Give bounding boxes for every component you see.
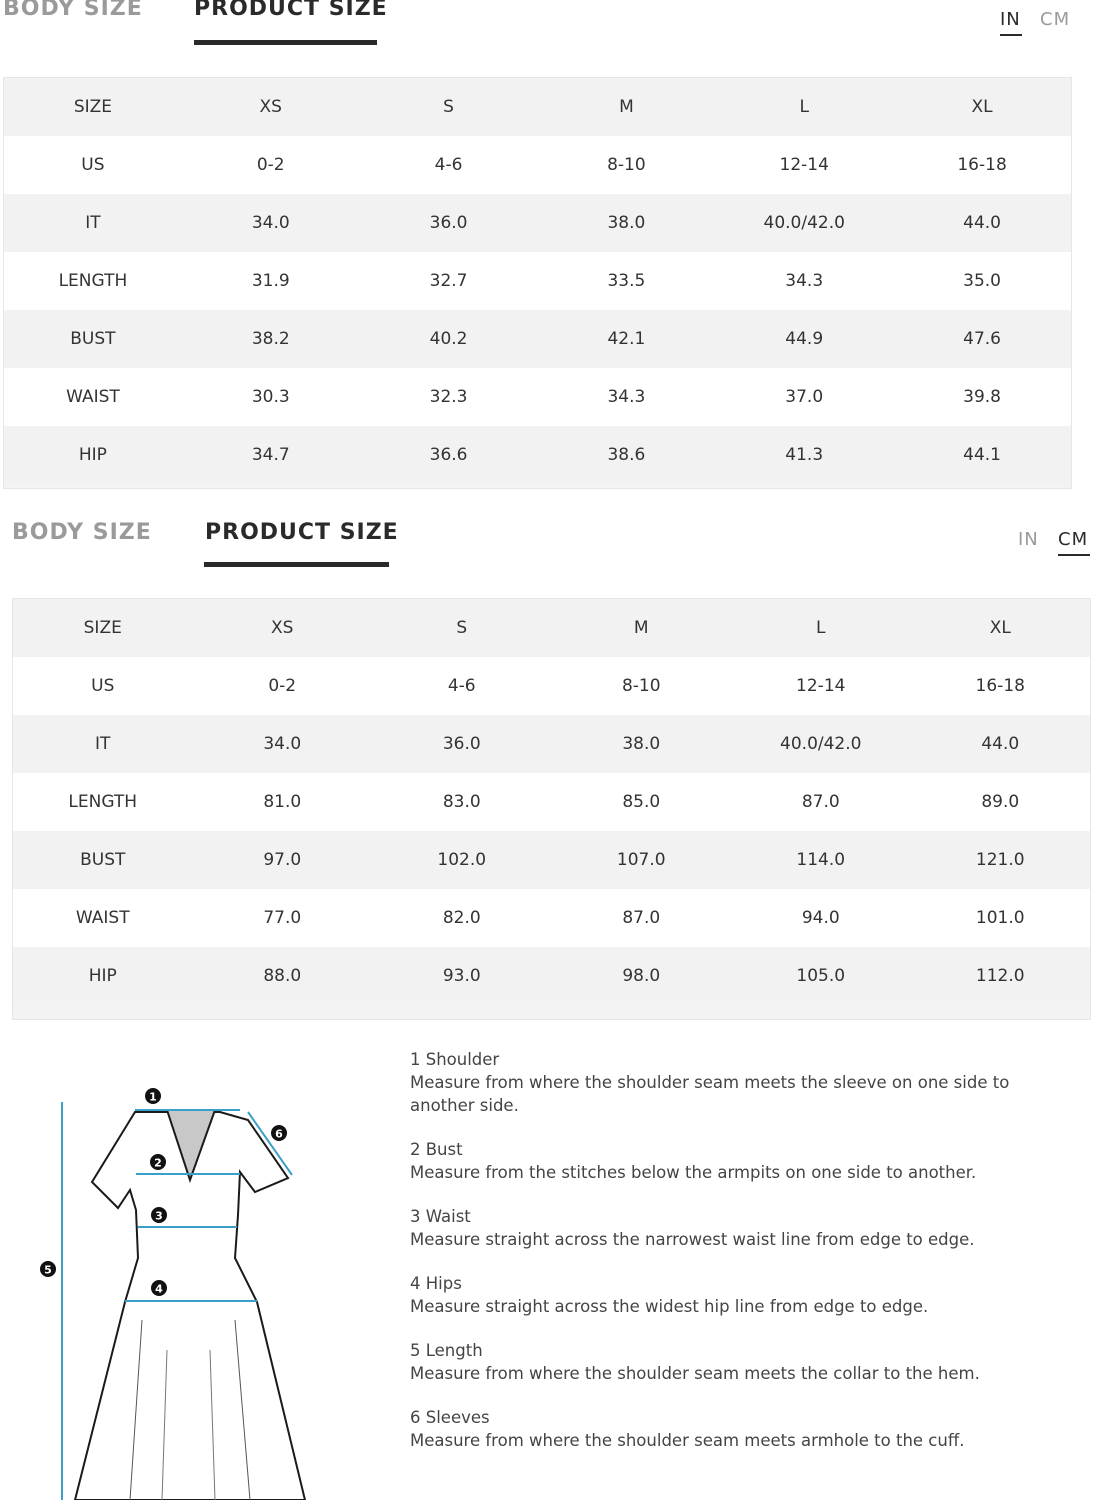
table-cell: 34.3 bbox=[537, 368, 715, 426]
marker-bust bbox=[150, 1154, 166, 1170]
table-cell: 8-10 bbox=[552, 657, 732, 715]
table-cell: 82.0 bbox=[372, 889, 552, 947]
table-cell: 16-18 bbox=[911, 657, 1091, 715]
unit-cm-toggle[interactable]: CM bbox=[1058, 529, 1089, 550]
guide-desc: Measure straight across the widest hip line from edge to edge. bbox=[410, 1297, 929, 1316]
table-cell: 8-10 bbox=[537, 136, 715, 194]
table-cell: 114.0 bbox=[731, 831, 911, 889]
table-cell: 0-2 bbox=[182, 136, 360, 194]
table-cell: IT bbox=[4, 194, 182, 252]
marker-sleeves bbox=[271, 1125, 287, 1141]
marker-length bbox=[40, 1261, 56, 1277]
table-row bbox=[13, 773, 1090, 831]
guide-item-bust bbox=[410, 1138, 1070, 1184]
table-cell: 81.0 bbox=[193, 773, 373, 831]
col-header: XL bbox=[911, 599, 1091, 657]
table-cell: 35.0 bbox=[893, 252, 1071, 310]
table-cell: 32.7 bbox=[360, 252, 538, 310]
size-tabs bbox=[0, 0, 1093, 60]
table-cell: 34.0 bbox=[182, 194, 360, 252]
tab-product-size[interactable]: PRODUCT SIZE bbox=[194, 0, 388, 21]
table-cell: WAIST bbox=[13, 889, 193, 947]
svg-text:1: 1 bbox=[149, 1090, 157, 1104]
unit-active-underline bbox=[1000, 34, 1022, 36]
table-cell: BUST bbox=[13, 831, 193, 889]
table-cell: 38.0 bbox=[537, 194, 715, 252]
guide-title: 3 Waist bbox=[410, 1207, 471, 1226]
measurement-guide bbox=[410, 1048, 1070, 1473]
table-row bbox=[4, 310, 1071, 368]
table-cell: 12-14 bbox=[731, 657, 911, 715]
table-row bbox=[13, 657, 1090, 715]
table-cell: 34.0 bbox=[193, 715, 373, 773]
guide-item-waist bbox=[410, 1205, 1070, 1251]
table-cell: 32.3 bbox=[360, 368, 538, 426]
col-header: M bbox=[552, 599, 732, 657]
table-cell: 93.0 bbox=[372, 947, 552, 1005]
guide-desc: Measure from where the shoulder seam meets the collar to the hem. bbox=[410, 1364, 980, 1383]
table-cell: 77.0 bbox=[193, 889, 373, 947]
table-cell: 112.0 bbox=[911, 947, 1091, 1005]
guide-title: 2 Bust bbox=[410, 1140, 463, 1159]
unit-in-toggle[interactable]: IN bbox=[1000, 9, 1021, 30]
unit-active-underline bbox=[1058, 554, 1090, 556]
table-row bbox=[4, 252, 1071, 310]
svg-text:3: 3 bbox=[155, 1209, 163, 1223]
table-cell: 0-2 bbox=[193, 657, 373, 715]
table-cell: HIP bbox=[13, 947, 193, 1005]
table-cell: 12-14 bbox=[715, 136, 893, 194]
col-header: S bbox=[360, 78, 538, 136]
table-cell: 40.0/42.0 bbox=[715, 194, 893, 252]
svg-text:6: 6 bbox=[275, 1127, 283, 1141]
col-header: XS bbox=[182, 78, 360, 136]
col-header: M bbox=[537, 78, 715, 136]
col-header: XL bbox=[893, 78, 1071, 136]
guide-item-hips bbox=[410, 1272, 1070, 1318]
col-header: L bbox=[715, 78, 893, 136]
table-cell: 44.0 bbox=[893, 194, 1071, 252]
table-cell: 36.6 bbox=[360, 426, 538, 484]
svg-text:4: 4 bbox=[155, 1282, 163, 1296]
unit-in-toggle[interactable]: IN bbox=[1018, 529, 1039, 550]
table-cell: 38.2 bbox=[182, 310, 360, 368]
size-chart-inches bbox=[0, 0, 1093, 490]
table-cell: HIP bbox=[4, 426, 182, 484]
table-cell: 40.2 bbox=[360, 310, 538, 368]
table-row bbox=[13, 889, 1090, 947]
guide-item-shoulder bbox=[410, 1048, 1070, 1117]
table-cell: 16-18 bbox=[893, 136, 1071, 194]
table-cell: 38.6 bbox=[537, 426, 715, 484]
table-cell: 88.0 bbox=[193, 947, 373, 1005]
table-row bbox=[13, 715, 1090, 773]
table-row bbox=[4, 136, 1071, 194]
table-cell: 94.0 bbox=[731, 889, 911, 947]
table-cell: 41.3 bbox=[715, 426, 893, 484]
table-row bbox=[4, 368, 1071, 426]
table-cell: 44.9 bbox=[715, 310, 893, 368]
table-cell: LENGTH bbox=[4, 252, 182, 310]
table-cell: US bbox=[4, 136, 182, 194]
table-cell: 85.0 bbox=[552, 773, 732, 831]
table-cell: 87.0 bbox=[731, 773, 911, 831]
table-cell: 97.0 bbox=[193, 831, 373, 889]
table-cell: 34.7 bbox=[182, 426, 360, 484]
table-cell: 37.0 bbox=[715, 368, 893, 426]
size-table-centimeters bbox=[12, 598, 1091, 1020]
tab-body-size[interactable]: BODY SIZE bbox=[12, 520, 152, 545]
marker-waist bbox=[151, 1207, 167, 1223]
svg-text:2: 2 bbox=[154, 1156, 162, 1170]
table-cell: IT bbox=[13, 715, 193, 773]
table-cell: 38.0 bbox=[552, 715, 732, 773]
table-cell: 36.0 bbox=[360, 194, 538, 252]
marker-shoulder bbox=[145, 1088, 161, 1104]
guide-desc: Measure from where the shoulder seam meets armhole to the cuff. bbox=[410, 1431, 965, 1450]
table-cell: 4-6 bbox=[360, 136, 538, 194]
table-cell: 42.1 bbox=[537, 310, 715, 368]
tab-product-size[interactable]: PRODUCT SIZE bbox=[205, 520, 399, 545]
tab-active-underline bbox=[204, 562, 389, 567]
tab-body-size[interactable]: BODY SIZE bbox=[3, 0, 143, 21]
guide-item-length bbox=[410, 1339, 1070, 1385]
table-header-row bbox=[4, 78, 1071, 136]
guide-desc: Measure from where the shoulder seam meets the sleeve on one side to another side. bbox=[410, 1073, 1010, 1115]
size-table-inches bbox=[3, 77, 1072, 489]
table-cell: 44.0 bbox=[911, 715, 1091, 773]
guide-title: 5 Length bbox=[410, 1341, 483, 1360]
table-cell: BUST bbox=[4, 310, 182, 368]
table-cell: US bbox=[13, 657, 193, 715]
size-chart-centimeters bbox=[0, 512, 1093, 1022]
guide-title: 4 Hips bbox=[410, 1274, 462, 1293]
guide-title: 6 Sleeves bbox=[410, 1408, 490, 1427]
table-cell: 102.0 bbox=[372, 831, 552, 889]
table-cell: 105.0 bbox=[731, 947, 911, 1005]
table-cell: 89.0 bbox=[911, 773, 1091, 831]
table-cell: LENGTH bbox=[13, 773, 193, 831]
table-cell: 39.8 bbox=[893, 368, 1071, 426]
table-cell: 30.3 bbox=[182, 368, 360, 426]
size-tabs bbox=[0, 512, 1093, 572]
guide-item-sleeves bbox=[410, 1406, 1070, 1452]
table-cell: 101.0 bbox=[911, 889, 1091, 947]
col-header: SIZE bbox=[4, 78, 182, 136]
table-cell: 83.0 bbox=[372, 773, 552, 831]
table-cell: 36.0 bbox=[372, 715, 552, 773]
table-cell: 31.9 bbox=[182, 252, 360, 310]
table-row bbox=[13, 947, 1090, 1005]
col-header: L bbox=[731, 599, 911, 657]
col-header: SIZE bbox=[13, 599, 193, 657]
col-header: S bbox=[372, 599, 552, 657]
table-cell: 47.6 bbox=[893, 310, 1071, 368]
table-cell: 121.0 bbox=[911, 831, 1091, 889]
guide-desc: Measure straight across the narrowest waist line from edge to edge. bbox=[410, 1230, 975, 1249]
table-cell: 107.0 bbox=[552, 831, 732, 889]
table-cell: 34.3 bbox=[715, 252, 893, 310]
table-cell: 44.1 bbox=[893, 426, 1071, 484]
table-row bbox=[4, 194, 1071, 252]
guide-title: 1 Shoulder bbox=[410, 1050, 500, 1069]
marker-hips bbox=[151, 1280, 167, 1296]
table-row bbox=[4, 426, 1071, 484]
table-cell: WAIST bbox=[4, 368, 182, 426]
guide-desc: Measure from the stitches below the armpits on one side to another. bbox=[410, 1163, 977, 1182]
table-cell: 4-6 bbox=[372, 657, 552, 715]
col-header: XS bbox=[193, 599, 373, 657]
dress-measurement-diagram bbox=[30, 1080, 330, 1500]
table-cell: 40.0/42.0 bbox=[731, 715, 911, 773]
table-cell: 87.0 bbox=[552, 889, 732, 947]
table-cell: 98.0 bbox=[552, 947, 732, 1005]
tab-active-underline bbox=[194, 40, 377, 45]
table-header-row bbox=[13, 599, 1090, 657]
svg-text:5: 5 bbox=[44, 1263, 52, 1277]
table-cell: 33.5 bbox=[537, 252, 715, 310]
table-row bbox=[13, 831, 1090, 889]
unit-cm-toggle[interactable]: CM bbox=[1040, 9, 1071, 30]
